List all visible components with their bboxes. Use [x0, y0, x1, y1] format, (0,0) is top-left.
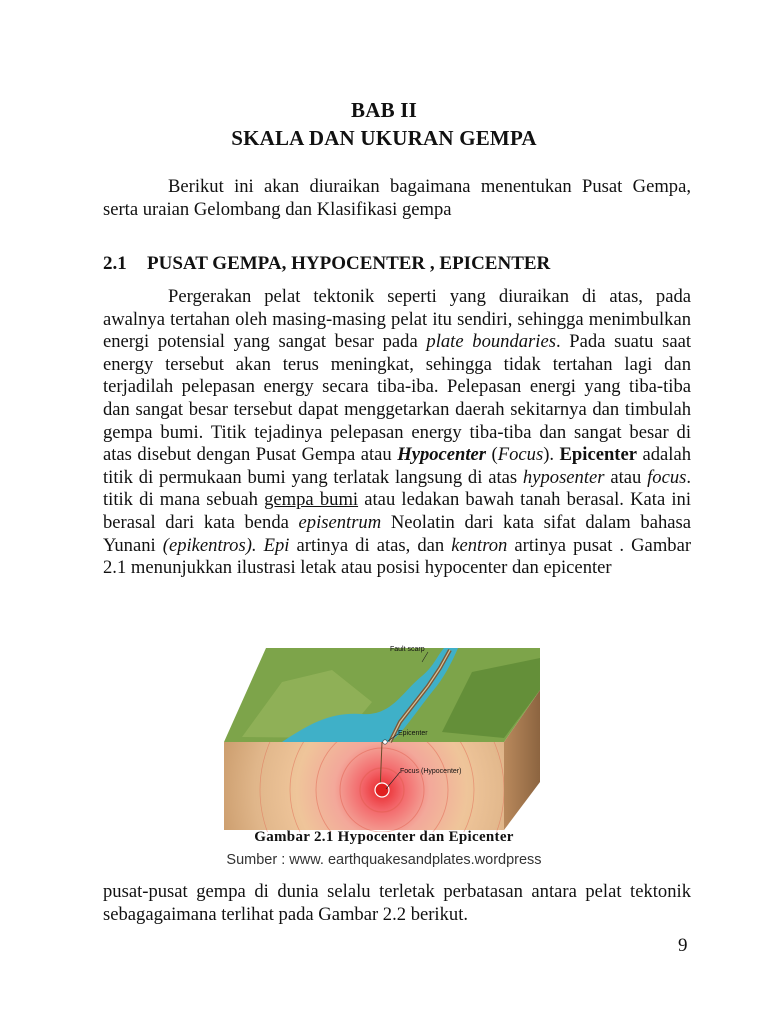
term-kentron: kentron: [451, 534, 508, 556]
term-epicenter: Epicenter: [559, 444, 637, 466]
front-face: [224, 742, 504, 830]
earthquake-block-diagram: [222, 642, 542, 832]
term-hypocenter: Hypocenter: [397, 444, 487, 466]
term-focus: Focus: [497, 444, 544, 466]
body-text-3: (: [486, 444, 498, 466]
body-text-8: atau ledakan bawah tanah berasal. Kata ini berasal dari kata benda: [103, 489, 692, 533]
figure-caption: Gambar 2.1 Hypocenter dan Epicenter: [254, 829, 514, 845]
body-text-5: adalah titik di permukaan bumi yang terlatak langsung di atas: [103, 444, 691, 488]
focus-label: Focus (Hypocenter): [400, 768, 462, 775]
chapter-title: SKALA DAN UKURAN GEMPA: [231, 126, 537, 150]
page-number: 9: [678, 935, 688, 956]
term-gempa-bumi: gempa bumi: [264, 489, 359, 511]
section-heading: [103, 253, 550, 275]
term-focus-2: focus: [647, 466, 687, 488]
body-text-7: . titik di mana sebuah: [103, 466, 692, 511]
body-text-10: artinya di atas, dan: [289, 534, 452, 556]
intro-text: Berikut ini akan diuraikan bagaimana menentukan Pusat Gempa, serta uraian Gelombang dan Klasifikasi gempa: [103, 176, 691, 220]
focus-point: [375, 783, 389, 797]
fault-scarp-label: Fault scarp: [390, 646, 425, 653]
term-episentrum: episentrum: [298, 511, 382, 533]
epicenter-label: Epicenter: [398, 730, 428, 737]
body-text-1: Pergerakan pelat tektonik seperti yang diuraikan di atas, pada awalnya tertahan oleh masing-masing pelat itu sendiri, sehingga menimbulkan energi potensial yang sangat besar pada: [103, 286, 691, 353]
term-hyposenter: hyposenter: [522, 466, 605, 488]
body-text-4: ).: [543, 444, 560, 466]
figure-source: Sumber : www. earthquakesandplates.wordpress: [226, 852, 542, 868]
body-text-2: . Pada suatu saat energy tersebut akan terus meningkat, sehingga tidak tertahan lagi dan terjadilah pelepasan energy secara tiba-iba. Pelepasan energi yang tiba-tiba dan sangat besar tersebut dapat menggetarkan daerah sekitarnya dan timbulah gempa bumi. Titik tejadinya pelepasan energy tiba-tiba dan sangat besar di atas disebut dengan Pusat Gempa atau: [103, 331, 691, 466]
term-epikentros: (epikentros). Epi: [162, 534, 290, 556]
body-text-11: artinya pusat . Gambar 2.1 menunjukkan ilustrasi letak atau posisi hypocenter dan epicenter: [103, 534, 692, 579]
term-plate-boundaries: plate boundaries: [426, 331, 556, 353]
section-number: 2.1: [103, 253, 127, 274]
intro-paragraph: [103, 176, 691, 221]
body-after-paragraph: pusat-pusat gempa di dunia selalu terletak perbatasan antara pelat tektonik sebagagaimana terlihat pada Gambar 2.2 berikut.: [103, 881, 691, 925]
body-text-6: atau: [604, 466, 648, 488]
body-text-9: Neolatin dari kata sifat dalam bahasa Yunani: [103, 511, 692, 556]
chapter-label: BAB II: [351, 98, 417, 122]
epicenter-point: [383, 740, 387, 744]
section-title: PUSAT GEMPA, HYPOCENTER , EPICENTER: [147, 253, 551, 274]
body-paragraph: [103, 286, 691, 580]
